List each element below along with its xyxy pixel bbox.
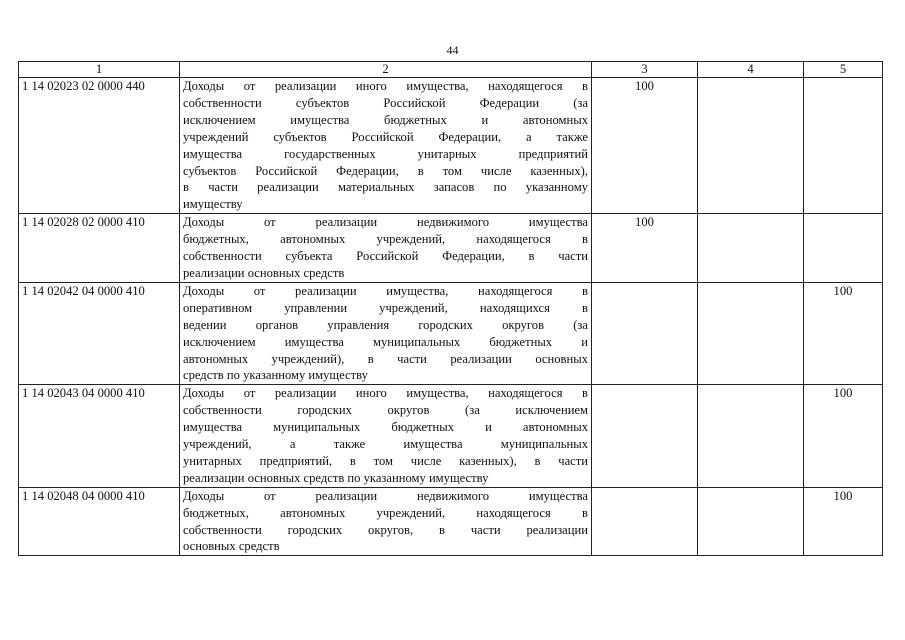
table-row xyxy=(19,214,883,283)
percent-cell-col4 xyxy=(698,385,804,487)
description-line: Доходы от реализации имущества, находящегося в xyxy=(183,283,588,298)
table-row xyxy=(19,385,883,487)
revenue-description-cell xyxy=(180,214,592,283)
percent-cell-col5: 100 xyxy=(804,282,883,384)
percent-cell-col5: 100 xyxy=(804,487,883,556)
header-col-1: 1 xyxy=(19,62,180,78)
percent-cell-col4 xyxy=(698,282,804,384)
header-col-2: 2 xyxy=(180,62,592,78)
percent-cell-col3 xyxy=(592,487,698,556)
table-row xyxy=(19,282,883,384)
header-col-4: 4 xyxy=(698,62,804,78)
description-line: имущества государственных унитарных предприятий xyxy=(183,146,588,161)
table-row xyxy=(19,78,883,214)
description-line: собственности городских округов, в части реализации xyxy=(183,522,588,537)
revenue-description-cell xyxy=(180,282,592,384)
description-line: в части реализации материальных запасов по указанному xyxy=(183,180,588,195)
percent-cell-col3 xyxy=(592,282,698,384)
header-col-3: 3 xyxy=(592,62,698,78)
revenue-description-cell xyxy=(180,78,592,214)
revenue-distribution-table xyxy=(18,61,883,556)
description-line: собственности субъекта Российской Федерации, в части xyxy=(183,249,588,264)
description-line: оперативном управлении учреждений, находящихся в xyxy=(183,300,588,315)
description-line: Доходы от реализации иного имущества, находящегося в xyxy=(183,79,588,93)
description-line: исключением имущества муниципальных бюджетных и xyxy=(183,334,588,349)
description-line: унитарных предприятий, в том числе казенных), в части xyxy=(183,453,588,468)
description-line: имущества муниципальных бюджетных и автономных xyxy=(183,420,588,435)
revenue-code-cell: 1 14 02048 04 0000 410 xyxy=(19,487,180,556)
description-line: реализации основных средств xyxy=(183,265,345,280)
description-line: учреждений субъектов Российской Федерации, а также xyxy=(183,129,588,144)
description-line: собственности субъектов Российской Федерации (за xyxy=(183,95,588,110)
percent-cell-col4 xyxy=(698,487,804,556)
percent-cell-col3: 100 xyxy=(592,78,698,214)
percent-cell-col5 xyxy=(804,78,883,214)
description-line: субъектов Российской Федерации, в том числе казенных), xyxy=(183,163,588,178)
description-line: Доходы от реализации недвижимого имущества xyxy=(183,488,588,503)
revenue-code-cell: 1 14 02042 04 0000 410 xyxy=(19,282,180,384)
description-line: автономных учреждений), в части реализации основных xyxy=(183,351,588,366)
description-line: имуществу xyxy=(183,197,243,212)
description-line: Доходы от реализации недвижимого имущества xyxy=(183,215,588,230)
page-number: 44 xyxy=(446,43,459,57)
description-line: исключением имущества бюджетных и автономных xyxy=(183,112,588,127)
description-line: учреждений, а также имущества муниципальных xyxy=(183,437,588,452)
description-line: собственности городских округов (за исключением xyxy=(183,403,588,418)
percent-cell-col5 xyxy=(804,214,883,283)
revenue-description-cell xyxy=(180,385,592,487)
revenue-code-cell: 1 14 02028 02 0000 410 xyxy=(19,214,180,283)
description-line: бюджетных, автономных учреждений, находящегося в xyxy=(183,232,588,247)
description-line: реализации основных средств по указанному имуществу xyxy=(183,470,489,485)
percent-cell-col4 xyxy=(698,78,804,214)
description-line: бюджетных, автономных учреждений, находящегося в xyxy=(183,505,588,520)
description-line: основных средств xyxy=(183,539,280,554)
percent-cell-col5: 100 xyxy=(804,385,883,487)
percent-cell-col3: 100 xyxy=(592,214,698,283)
header-col-5: 5 xyxy=(804,62,883,78)
revenue-code-cell: 1 14 02043 04 0000 410 xyxy=(19,385,180,487)
description-line: средств по указанному имуществу xyxy=(183,368,368,383)
table-row xyxy=(19,487,883,556)
revenue-description-cell xyxy=(180,487,592,556)
revenue-code-cell: 1 14 02023 02 0000 440 xyxy=(19,78,180,214)
header-row xyxy=(19,62,883,78)
percent-cell-col3 xyxy=(592,385,698,487)
percent-cell-col4 xyxy=(698,214,804,283)
description-line: Доходы от реализации иного имущества, находящегося в xyxy=(183,386,588,401)
description-line: ведении органов управления городских округов (за xyxy=(183,317,588,332)
